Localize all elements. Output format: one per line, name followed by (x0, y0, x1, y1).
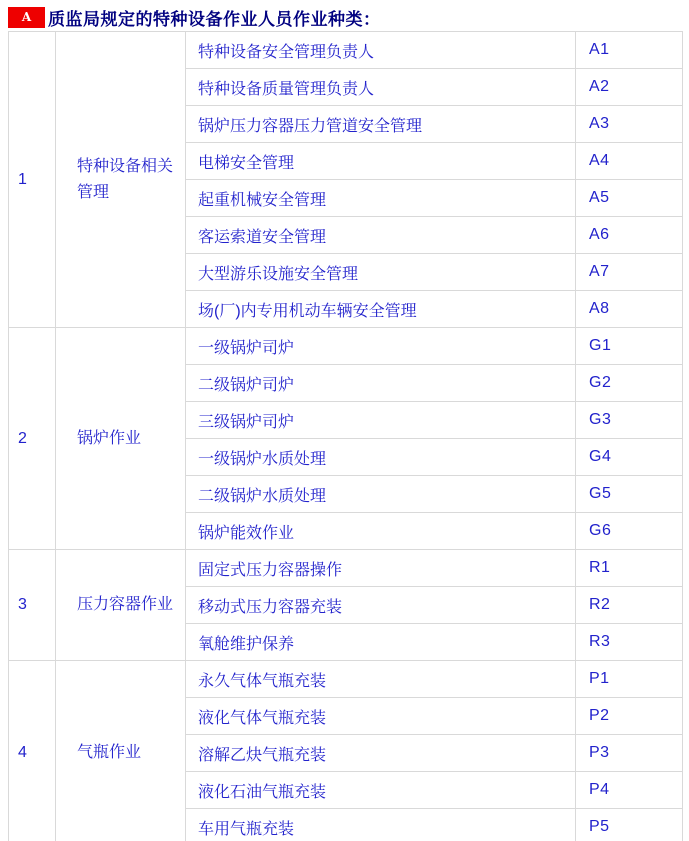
section-badge: A (8, 7, 45, 28)
item-name: 固定式压力容器操作 (186, 550, 576, 587)
item-name: 三级锅炉司炉 (186, 402, 576, 439)
item-code: P1 (576, 661, 683, 698)
item-code: P5 (576, 809, 683, 841)
item-code: A4 (576, 143, 683, 180)
item-code: A7 (576, 254, 683, 291)
item-name: 大型游乐设施安全管理 (186, 254, 576, 291)
item-code: P2 (576, 698, 683, 735)
item-code: A8 (576, 291, 683, 328)
group-category: 锅炉作业 (56, 328, 186, 550)
item-code: P4 (576, 772, 683, 809)
page-title: 质监局规定的特种设备作业人员作业种类： (48, 9, 381, 29)
item-name: 一级锅炉司炉 (186, 328, 576, 365)
item-code: R2 (576, 587, 683, 624)
item-code: G4 (576, 439, 683, 476)
item-name: 移动式压力容器充装 (186, 587, 576, 624)
categories-table (8, 31, 683, 841)
item-name: 一级锅炉水质处理 (186, 439, 576, 476)
table-row (9, 661, 683, 698)
item-code: R1 (576, 550, 683, 587)
item-name: 特种设备安全管理负责人 (186, 32, 576, 69)
table-body (9, 32, 683, 841)
item-code: A6 (576, 217, 683, 254)
group-number: 4 (9, 661, 56, 841)
page-header (8, 6, 381, 28)
item-name: 二级锅炉司炉 (186, 365, 576, 402)
item-code: P3 (576, 735, 683, 772)
item-code: A3 (576, 106, 683, 143)
item-name: 特种设备质量管理负责人 (186, 69, 576, 106)
item-code: G6 (576, 513, 683, 550)
item-name: 溶解乙炔气瓶充装 (186, 735, 576, 772)
item-code: G1 (576, 328, 683, 365)
item-name: 车用气瓶充装 (186, 809, 576, 841)
group-number: 1 (9, 32, 56, 328)
item-code: G3 (576, 402, 683, 439)
group-category: 气瓶作业 (56, 661, 186, 841)
item-code: A1 (576, 32, 683, 69)
item-code: R3 (576, 624, 683, 661)
table-row (9, 32, 683, 69)
item-name: 液化气体气瓶充装 (186, 698, 576, 735)
group-category: 特种设备相关管理 (56, 32, 186, 328)
item-name: 锅炉压力容器压力管道安全管理 (186, 106, 576, 143)
item-name: 液化石油气瓶充装 (186, 772, 576, 809)
item-code: A2 (576, 69, 683, 106)
item-name: 氧舱维护保养 (186, 624, 576, 661)
item-name: 客运索道安全管理 (186, 217, 576, 254)
table-row (9, 328, 683, 365)
item-name: 永久气体气瓶充装 (186, 661, 576, 698)
item-name: 电梯安全管理 (186, 143, 576, 180)
item-code: A5 (576, 180, 683, 217)
item-name: 锅炉能效作业 (186, 513, 576, 550)
group-category: 压力容器作业 (56, 550, 186, 661)
item-code: G5 (576, 476, 683, 513)
item-code: G2 (576, 365, 683, 402)
group-number: 2 (9, 328, 56, 550)
item-name: 二级锅炉水质处理 (186, 476, 576, 513)
table-row (9, 550, 683, 587)
item-name: 场(厂)内专用机动车辆安全管理 (186, 291, 576, 328)
item-name: 起重机械安全管理 (186, 180, 576, 217)
group-number: 3 (9, 550, 56, 661)
